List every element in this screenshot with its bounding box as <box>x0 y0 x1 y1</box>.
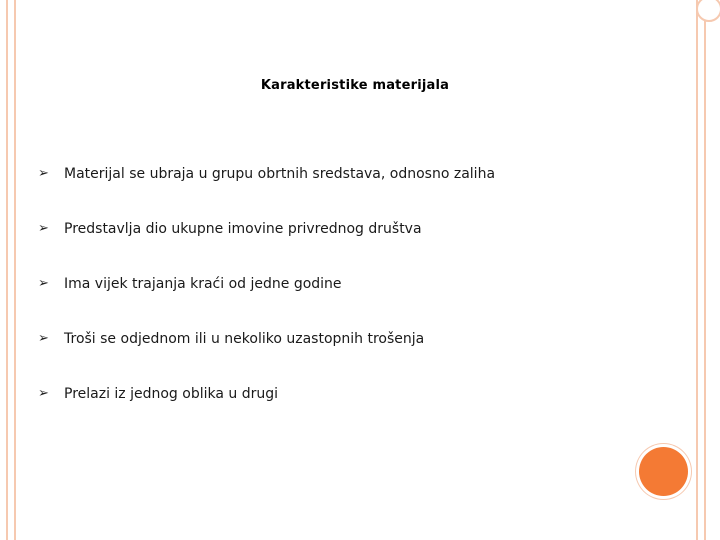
arrow-bullet-icon: ➢ <box>38 166 49 181</box>
arrow-bullet-icon: ➢ <box>38 386 49 401</box>
decorative-circle-orange <box>639 447 688 496</box>
slide-title: Karakteristike materijala <box>260 78 450 93</box>
bullet-text: Materijal se ubraja u grupu obrtnih sredstava, odnosno zaliha <box>64 166 496 182</box>
arrow-bullet-icon: ➢ <box>38 276 49 291</box>
bullet-list <box>38 160 495 435</box>
bullet-text: Troši se odjednom ili u nekoliko uzastopnih trošenja <box>64 331 425 347</box>
decorative-circle-top <box>696 0 720 22</box>
bullet-text: Ima vijek trajanja kraći od jedne godine <box>64 276 342 292</box>
arrow-bullet-icon: ➢ <box>38 221 49 236</box>
bullet-item <box>38 160 495 215</box>
bullet-item <box>38 215 495 270</box>
bullet-item <box>38 380 495 435</box>
bullet-text: Predstavlja dio ukupne imovine privrednog društva <box>64 221 422 237</box>
arrow-bullet-icon: ➢ <box>38 331 49 346</box>
bullet-item <box>38 325 495 380</box>
bullet-text: Prelazi iz jednog oblika u drugi <box>64 386 279 402</box>
bullet-item <box>38 270 495 325</box>
